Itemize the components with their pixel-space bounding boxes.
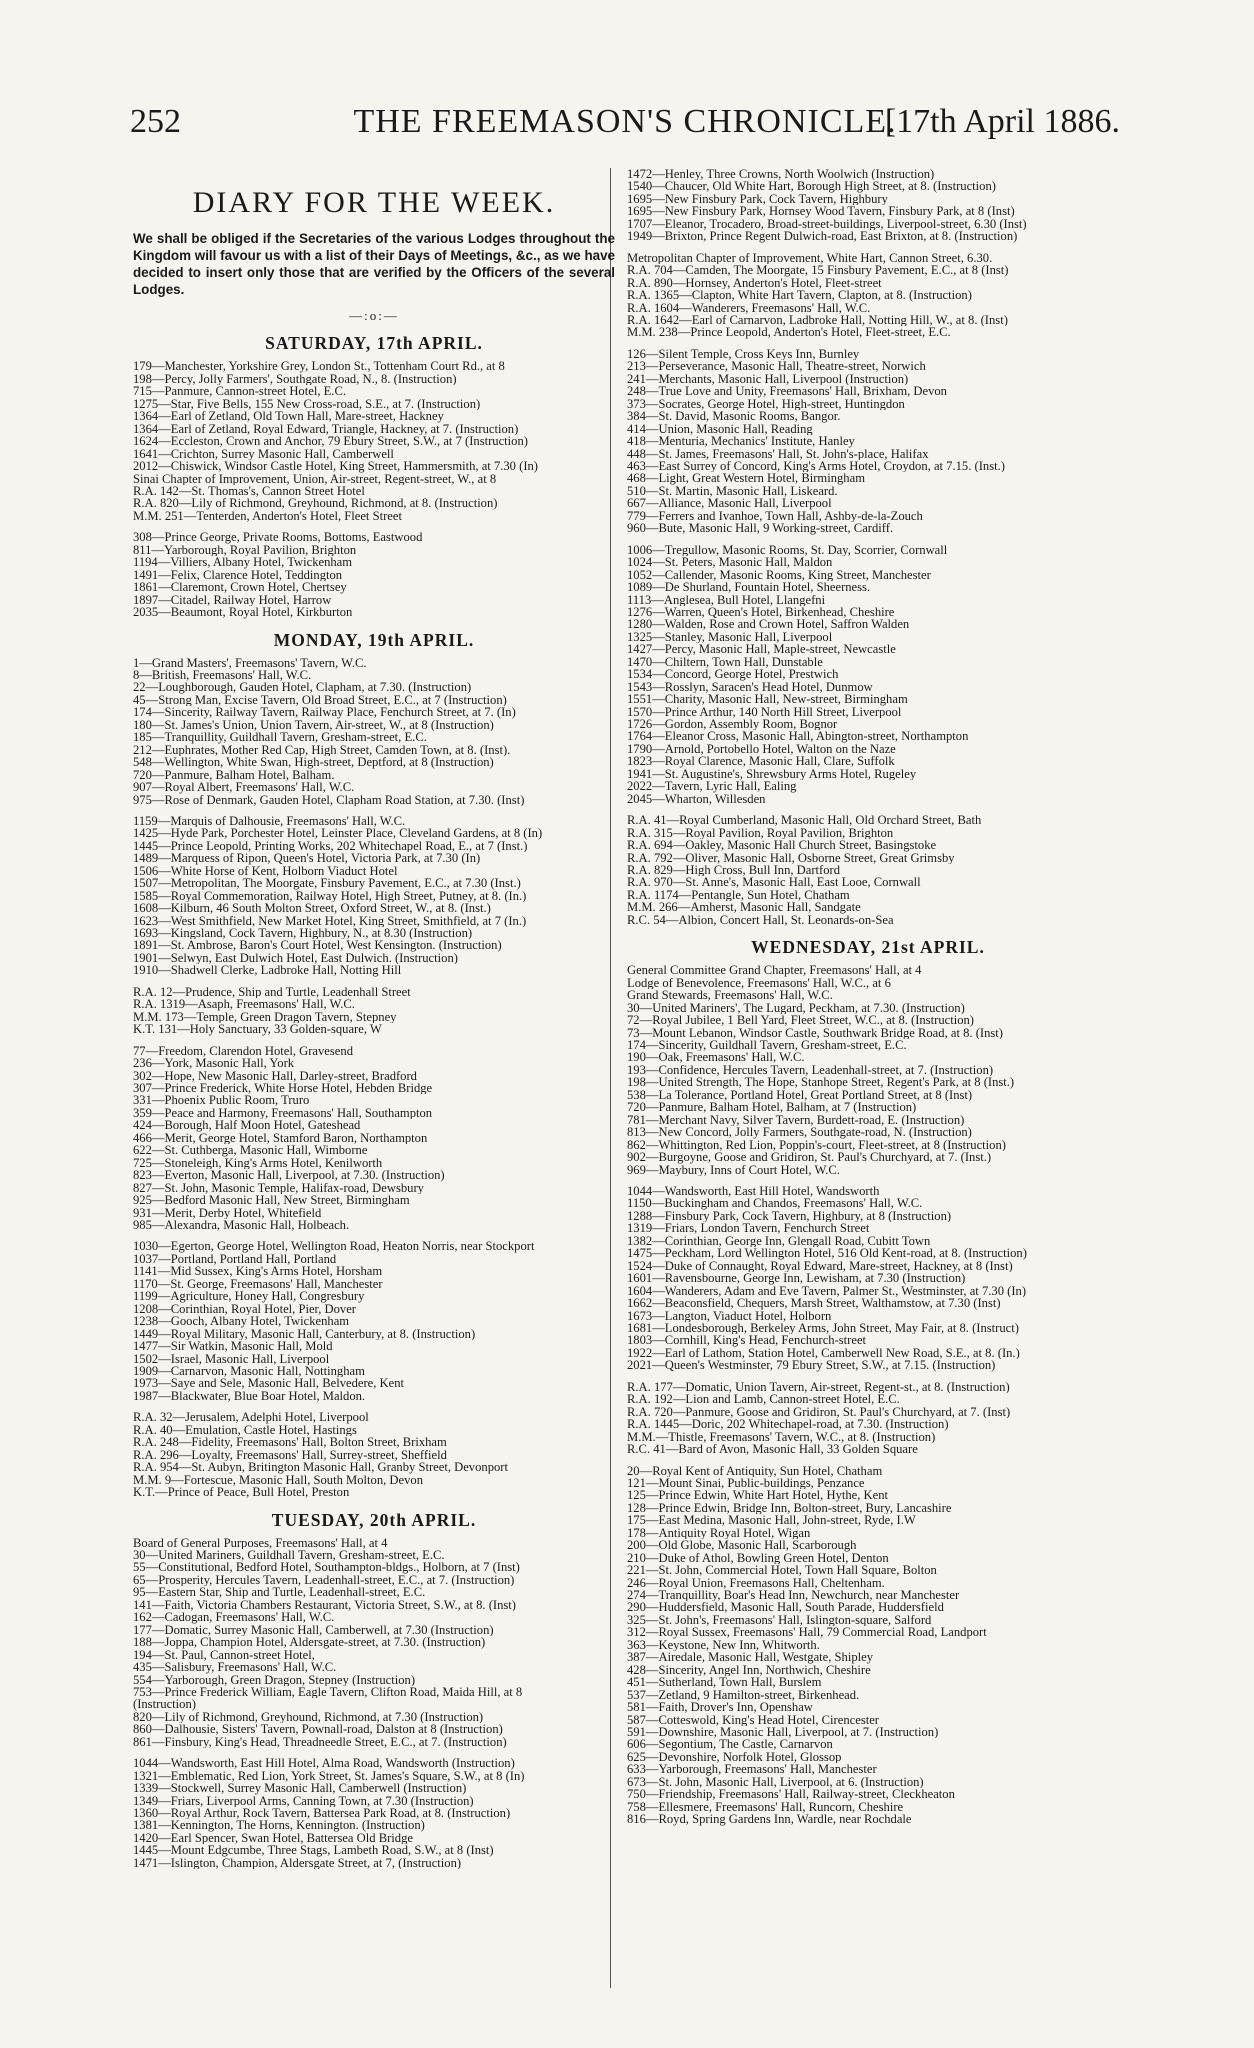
lodge-entry: 720—Panmure, Balham Hotel, Balham.: [133, 768, 335, 782]
lodge-entry: 418—Menturia, Mechanics' Institute, Hanley: [627, 435, 855, 448]
lodge-entry: 1052—Callender, Masonic Rooms, King Street, Manchester: [627, 568, 931, 582]
lodge-entry: 1381—Kennington, The Horns, Kennington. (Instruction): [133, 1819, 425, 1832]
lodge-entry: 1507—Metropolitan, The Moorgate, Finsbury Pavement, E.C., at 7.30 (Inst.): [133, 877, 521, 890]
lodge-entry: 241—Merchants, Masonic Hall, Liverpool (Instruction): [627, 372, 909, 386]
lodge-entry: 1861—Claremont, Crown Hotel, Chertsey: [133, 581, 347, 594]
lodge-entry: 1170—St. George, Freemasons' Hall, Manchester: [133, 1277, 383, 1291]
lodge-entry: R.A. 1319—Asaph, Freemasons' Hall, W.C.: [133, 998, 355, 1011]
lodge-entry: 1141—Mid Sussex, King's Arms Hotel, Horsham: [133, 1265, 383, 1278]
lodge-entry: 1790—Arnold, Portobello Hotel, Walton on the Naze: [627, 742, 896, 756]
lodge-entry: 302—Hope, New Masonic Hall, Darley-street, Bradford: [133, 1069, 417, 1083]
lodge-entry: 20—Royal Kent of Antiquity, Sun Hotel, Chatham: [627, 1464, 883, 1477]
lodge-entry: 179—Manchester, Yorkshire Grey, London St., Tottenham Court Rd., at 8: [133, 360, 505, 373]
lodge-entry: 424—Borough, Half Moon Hotel, Gateshead: [133, 1119, 361, 1132]
lodge-entry: 537—Zetland, 9 Hamilton-street, Birkenhead.: [627, 1688, 860, 1702]
lodge-entry: 1470—Chiltern, Town Hall, Dunstable: [627, 655, 823, 669]
lodge-entry: 960—Bute, Masonic Hall, 9 Working-street, Cardiff.: [627, 522, 894, 535]
lodge-entry: 466—Merit, George Hotel, Stamford Baron, Northampton: [133, 1131, 428, 1145]
lodge-entry: 1238—Gooch, Albany Hotel, Twickenham: [133, 1315, 350, 1328]
lodge-entry: 1477—Sir Watkin, Masonic Hall, Mold: [133, 1340, 333, 1353]
lodge-entry: 1199—Agriculture, Honey Hall, Congresbury: [133, 1290, 365, 1303]
lodge-entry: 622—St. Cuthberga, Masonic Hall, Wimborne: [133, 1144, 368, 1157]
lodge-entry: 1524—Duke of Connaught, Royal Edward, Mare-street, Hackney, at 8 (Inst): [627, 1259, 1013, 1273]
lodge-entry: 625—Devonshire, Norfolk Hotel, Glossop: [627, 1750, 842, 1764]
lodge-entry: 823—Everton, Masonic Hall, Liverpool, at 7.30. (Instruction): [133, 1169, 445, 1182]
lodge-entry: 750—Friendship, Freemasons' Hall, Railway-street, Cleckheaton: [627, 1788, 955, 1801]
lodge-entry: R.A. 1445—Doric, 202 Whitechapel-road, at 7.30. (Instruction): [627, 1418, 949, 1431]
lodge-entry: 2045—Wharton, Willesden: [627, 792, 766, 806]
lodge-entry: 1823—Royal Clarence, Masonic Hall, Clare, Suffolk: [627, 755, 895, 768]
lodge-entry: 213—Perseverance, Masonic Hall, Theatre-street, Norwich: [627, 360, 926, 373]
lodge-entry: 1364—Earl of Zetland, Old Town Hall, Mare-street, Hackney: [133, 410, 444, 423]
lodge-entry: 325—St. John's, Freemasons' Hall, Islington-square, Salford: [627, 1613, 932, 1627]
lodge-entry: 1445—Prince Leopold, Printing Works, 202 Whitechapel Road, E., at 7 (Inst.): [133, 839, 528, 853]
lodge-entry: 248—True Love and Unity, Freemasons' Hall, Brixham, Devon: [627, 385, 947, 398]
lodge-entry: 451—Sutherland, Town Hall, Burslem: [627, 1676, 822, 1689]
lodge-entry: 2035—Beaumont, Royal Hotel, Kirkburton: [133, 606, 353, 619]
lodge-entry: 985—Alexandra, Masonic Hall, Holbeach.: [133, 1219, 350, 1232]
lodge-entry: 907—Royal Albert, Freemasons' Hall, W.C.: [133, 781, 355, 794]
lodge-entry: 1275—Star, Five Bells, 155 New Cross-road, S.E., at 7. (Instruction): [133, 397, 481, 411]
lodge-entry: 185—Tranquillity, Guildhall Tavern, Gresham-street, E.C.: [133, 731, 427, 744]
lodge-entry: R.A. 829—High Cross, Bull Inn, Dartford: [627, 864, 841, 877]
lodge-entry: 1427—Percy, Masonic Hall, Maple-street, Newcastle: [627, 643, 896, 656]
lodge-entry: R.A. 32—Jerusalem, Adelphi Hotel, Liverpool: [133, 1411, 369, 1424]
lodge-entry: 428—Sincerity, Angel Inn, Northwich, Cheshire: [627, 1663, 871, 1677]
lodge-entry: 77—Freedom, Clarendon Hotel, Gravesend: [133, 1044, 353, 1058]
lodge-entry: 1681—Londesborough, Berkeley Arms, John Street, May Fair, at 8. (Instruct): [627, 1321, 1019, 1335]
lodge-entry: R.A. 820—Lily of Richmond, Greyhound, Richmond, at 8. (Instruction): [133, 497, 498, 510]
lodge-entry: 1489—Marquess of Ripon, Queen's Hotel, Victoria Park, at 7.30 (In): [133, 852, 481, 865]
lodge-entry: 274—Tranquillity, Boar's Head Inn, Newchurch, near Manchester: [627, 1589, 960, 1602]
lodge-entry: R.A. 1174—Pentangle, Sun Hotel, Chatham: [627, 888, 850, 902]
lodge-entry: 1604—Wanderers, Adam and Eve Tavern, Palmer St., Westminster, at 7.30 (In): [627, 1284, 1027, 1298]
lodge-entry: Metropolitan Chapter of Improvement, White Hart, Cannon Street, 6.30.: [627, 251, 993, 265]
lodge-entry: 178—Antiquity Royal Hotel, Wigan: [627, 1526, 811, 1540]
lodge-entry: 95—Eastern Star, Ship and Turtle, Leadenhall-street, E.C.: [133, 1586, 426, 1599]
lodge-entry: 128—Prince Edwin, Bridge Inn, Bolton-street, Bury, Lancashire: [627, 1501, 952, 1515]
lodge-entry: 363—Keystone, New Inn, Whitworth.: [627, 1638, 820, 1652]
lodge-entry: 1973—Saye and Sele, Masonic Hall, Belvedere, Kent: [133, 1377, 405, 1390]
page-header: [130, 102, 1120, 146]
lodge-entry: 198—Percy, Jolly Farmers', Southgate Road, N., 8. (Instruction): [133, 372, 457, 386]
lodge-entry: 587—Cotteswold, King's Head Hotel, Cirencester: [627, 1713, 879, 1727]
lodge-entry: 1349—Friars, Liverpool Arms, Canning Town, at 7.30 (Instruction): [133, 1794, 474, 1808]
lodge-entry: 246—Royal Union, Freemasons Hall, Cheltenham.: [627, 1576, 885, 1590]
lodge-entry: 194—St. Paul, Cannon-street Hotel,: [133, 1648, 315, 1662]
lodge-entry: 177—Domatic, Surrey Masonic Hall, Camberwell, at 7.30 (Instruction): [133, 1623, 494, 1637]
lodge-entry: (Instruction): [133, 1698, 196, 1711]
lodge-entry: 816—Royd, Spring Gardens Inn, Wardle, near Rochdale: [627, 1813, 912, 1826]
lodge-entry: 1623—West Smithfield, New Market Hotel, King Street, Smithfield, at 7 (In.): [133, 914, 527, 928]
lodge-entry: 121—Mount Sinai, Public-buildings, Penzance: [627, 1476, 865, 1490]
intro-paragraph: We shall be obliged if the Secretaries of the various Lodges throughout the Kingdom will favour us with a list of their Days of Meetings, &c., as we have decided to insert only those that are verified by the Officers of the several Lodges.: [133, 231, 615, 297]
day-heading: WEDNESDAY, 21st APRIL.: [751, 937, 985, 958]
lodge-entry: 1949—Brixton, Prince Regent Dulwich-road, East Brixton, at 8. (Instruction): [627, 230, 1018, 243]
lodge-entry: 1624—Eccleston, Crown and Anchor, 79 Ebury Street, S.W., at 7 (Instruction): [133, 435, 528, 448]
lodge-entry: 538—La Tolerance, Portland Hotel, Great Portland Street, at 8 (Inst): [627, 1088, 973, 1102]
lodge-entry: 1425—Hyde Park, Porchester Hotel, Leinster Place, Cleveland Gardens, at 8 (In): [133, 827, 543, 840]
lodge-entry: 591—Downshire, Masonic Hall, Liverpool, at 7. (Instruction): [627, 1726, 939, 1739]
lodge-entry: R.C. 41—Bard of Avon, Masonic Hall, 33 Golden Square: [627, 1443, 918, 1456]
lodge-entry: 1006—Tregullow, Masonic Rooms, St. Day, Scorrier, Cornwall: [627, 543, 948, 557]
lodge-entry: 931—Merit, Derby Hotel, Whitefield: [133, 1206, 322, 1219]
lodge-entry: 65—Prosperity, Hercules Tavern, Leadenhall-street, E.C., at 7. (Instruction): [133, 1573, 515, 1587]
lodge-entry: 1693—Kingsland, Cock Tavern, Highbury, N., at 8.30 (Instruction): [133, 927, 473, 940]
diary-title: DIARY FOR THE WEEK.: [192, 186, 556, 219]
lodge-entry: R.A. 694—Oakley, Masonic Hall Church Street, Basingstoke: [627, 839, 937, 852]
lodge-entry: 1449—Royal Military, Masonic Hall, Canterbury, at 8. (Instruction): [133, 1327, 476, 1341]
lodge-entry: K.T. 131—Holy Sanctuary, 33 Golden-square, W: [133, 1023, 382, 1036]
day-heading: TUESDAY, 20th APRIL.: [271, 1509, 477, 1530]
lodge-entry: R.A. 40—Emulation, Castle Hotel, Hastings: [133, 1423, 357, 1437]
lodge-entry: Board of General Purposes, Freemasons' Hall, at 4: [133, 1536, 388, 1549]
lodge-entry: 8—British, Freemasons' Hall, W.C.: [133, 668, 312, 682]
lodge-entry: 781—Merchant Navy, Silver Tavern, Burdett-road, E. (Instruction): [627, 1113, 965, 1127]
lodge-entry: 72—Royal Jubilee, 1 Bell Yard, Fleet Street, W.C., at 8. (Instruction): [627, 1014, 974, 1027]
lodge-entry: 308—Prince George, Private Rooms, Bottoms, Eastwood: [133, 531, 423, 544]
lodge-entry: 1764—Eleanor Cross, Masonic Hall, Abington-street, Northampton: [627, 730, 969, 743]
lodge-entry: 827—St. John, Masonic Temple, Halifax-road, Dewsbury: [133, 1181, 424, 1195]
lodge-entry: 126—Silent Temple, Cross Keys Inn, Burnley: [627, 347, 860, 361]
lodge-entry: M.M. 238—Prince Leopold, Anderton's Hotel, Fleet-street, E.C.: [627, 326, 951, 339]
lodge-entry: 384—St. David, Masonic Rooms, Bangor.: [627, 410, 841, 423]
lodge-entry: 1506—White Horse of Kent, Holborn Viaduct Hotel: [133, 864, 398, 878]
lodge-entry: 1339—Stockwell, Surrey Masonic Hall, Camberwell (Instruction): [133, 1782, 467, 1795]
lodge-entry: 1941—St. Augustine's, Shrewsbury Arms Hotel, Rugeley: [627, 767, 917, 781]
lodge-entry: 925—Bedford Masonic Hall, New Street, Birmingham: [133, 1194, 410, 1207]
day-heading: SATURDAY, 17th APRIL.: [265, 333, 483, 354]
lodge-entry: R.A. 315—Royal Pavilion, Royal Pavilion, Brighton: [627, 826, 894, 840]
lodge-entry: 162—Cadogan, Freemasons' Hall, W.C.: [133, 1611, 335, 1624]
lodge-entry: 902—Burgoyne, Goose and Gridiron, St. Paul's Churchyard, at 7. (Inst.): [627, 1151, 992, 1164]
lodge-entry: 290—Huddersfield, Masonic Hall, South Parade, Huddersfield: [627, 1601, 944, 1614]
lodge-entry: 1601—Ravensbourne, George Inn, Lewisham, at 7.30 (Instruction): [627, 1272, 966, 1285]
lodge-entry: 2022—Tavern, Lyric Hall, Ealing: [627, 780, 797, 793]
lodge-entry: R.A. 248—Fidelity, Freemasons' Hall, Bolton Street, Brixham: [133, 1436, 447, 1449]
lodge-entry: K.T.—Prince of Peace, Bull Hotel, Preston: [133, 1486, 350, 1499]
lodge-entry: M.M. 9—Fortescue, Masonic Hall, South Molton, Devon: [133, 1473, 423, 1487]
lodge-entry: General Committee Grand Chapter, Freemasons' Hall, at 4: [627, 964, 922, 977]
lodge-entry: 1325—Stanley, Masonic Hall, Liverpool: [627, 630, 833, 644]
lodge-entry: 753—Prince Frederick William, Eagle Tavern, Clifton Road, Maida Hill, at 8: [133, 1685, 523, 1699]
lodge-entry: 1472—Henley, Three Crowns, North Woolwich (Instruction): [627, 168, 935, 181]
publication-title: THE FREEMASON'S CHRONICLE.: [353, 103, 897, 140]
lodge-entry: 1922—Earl of Lathom, Station Hotel, Camberwell New Road, S.E., at 8. (In.): [627, 1346, 1020, 1360]
lodge-entry: 1159—Marquis of Dalhousie, Freemasons' Hall, W.C.: [133, 814, 406, 828]
lodge-entry: 667—Alliance, Masonic Hall, Liverpool: [627, 497, 832, 510]
lodge-entry: 463—East Surrey of Concord, King's Arms Hotel, Croydon, at 7.15. (Inst.): [627, 459, 1005, 473]
lodge-entry: 45—Strong Man, Excise Tavern, Old Broad Street, E.C., at 7 (Instruction): [133, 693, 507, 707]
lodge-entry: 581—Faith, Drover's Inn, Openshaw: [627, 1701, 813, 1714]
lodge-entry: 210—Duke of Athol, Bowling Green Hotel, Denton: [627, 1551, 889, 1565]
lodge-entry: 30—United Mariners', The Lugard, Peckham, at 7.30. (Instruction): [627, 1001, 965, 1015]
lodge-entry: 414—Union, Masonic Hall, Reading: [627, 422, 813, 436]
lodge-entry: 2012—Chiswick, Windsor Castle Hotel, King Street, Hammersmith, at 7.30 (In): [133, 460, 539, 473]
lodge-entry: 1491—Felix, Clarence Hotel, Teddington: [133, 568, 343, 582]
day-heading: MONDAY, 19th APRIL.: [273, 629, 475, 650]
lodge-entry: R.A. 704—Camden, The Moorgate, 15 Finsbury Pavement, E.C., at 8 (Inst): [627, 264, 1009, 277]
lodge-entry: 1360—Royal Arthur, Rock Tavern, Battersea Park Road, at 8. (Instruction): [133, 1807, 511, 1820]
lodge-entry: 212—Euphrates, Mother Red Cap, High Street, Camden Town, at 8. (Inst).: [133, 743, 511, 757]
lodge-entry: 1382—Corinthian, George Inn, Glengall Road, Cubitt Town: [627, 1234, 931, 1248]
lodge-entry: 174—Sincerity, Railway Tavern, Railway Place, Fenchurch Street, at 7. (In): [133, 706, 516, 719]
lodge-entry: Grand Stewards, Freemasons' Hall, W.C.: [627, 989, 833, 1002]
lodge-entry: 1570—Prince Arthur, 140 North Hill Street, Liverpool: [627, 705, 902, 719]
lodge-entry: 1891—St. Ambrose, Baron's Court Hotel, West Kensington. (Instruction): [133, 939, 502, 952]
lodge-entry: 190—Oak, Freemasons' Hall, W.C.: [627, 1051, 805, 1064]
lodge-entry: 1089—De Shurland, Fountain Hotel, Sheerness.: [627, 581, 871, 594]
lodge-entry: 22—Loughborough, Gauden Hotel, Clapham, at 7.30. (Instruction): [133, 681, 472, 694]
lodge-entry: 1551—Charity, Masonic Hall, New-street, Birmingham: [627, 693, 908, 706]
lodge-entry: 975—Rose of Denmark, Gauden Hotel, Clapham Road Station, at 7.30. (Inst): [133, 793, 525, 806]
lodge-entry: 125—Prince Edwin, White Hart Hotel, Hythe, Kent: [627, 1489, 889, 1502]
lodge-entry: 221—St. John, Commercial Hotel, Town Hall Square, Bolton: [627, 1564, 937, 1577]
lodge-entry: R.A. 1604—Wanderers, Freemasons' Hall, W.C.: [627, 301, 871, 314]
lodge-entry: 312—Royal Sussex, Freemasons' Hall, 79 Commercial Road, Landport: [627, 1626, 987, 1639]
lodge-entry: 1540—Chaucer, Old White Hart, Borough High Street, at 8. (Instruction): [627, 180, 996, 193]
lodge-entry: R.A. 720—Panmure, Goose and Gridiron, St. Paul's Churchyard, at 7. (Inst): [627, 1405, 1011, 1419]
lodge-entry: R.A. 1642—Earl of Carnarvon, Ladbroke Hall, Notting Hill, W., at 8. (Inst): [627, 313, 1008, 327]
lodge-entry: 606—Segontium, The Castle, Carnarvon: [627, 1738, 833, 1751]
lodge-entry: 1543—Rosslyn, Saracen's Head Hotel, Dunmow: [627, 680, 873, 694]
lodge-entry: 779—Ferrers and Ivanhoe, Town Hall, Ashby-de-la-Zouch: [627, 509, 923, 523]
separator: —:o:—: [349, 308, 399, 323]
lodge-entry: R.C. 54—Albion, Concert Hall, St. Leonards-on-Sea: [627, 913, 894, 927]
lodge-entry: 1420—Earl Spencer, Swan Hotel, Battersea Old Bridge: [133, 1831, 413, 1845]
lodge-entry: 862—Whittington, Red Lion, Poppin's-court, Fleet-street, at 8 (Instruction): [627, 1138, 1006, 1152]
lodge-entry: 1502—Israel, Masonic Hall, Liverpool: [133, 1352, 330, 1365]
left-column: [133, 168, 615, 1869]
lodge-entry: Sinai Chapter of Improvement, Union, Air-street, Regent-street, W., at 8: [133, 472, 497, 485]
lodge-entry: 307—Prince Frederick, White Horse Hotel, Hebden Bridge: [133, 1082, 433, 1095]
lodge-entry: M.M. 251—Tenterden, Anderton's Hotel, Fleet Street: [133, 509, 402, 523]
lodge-entry: 1364—Earl of Zetland, Royal Edward, Triangle, Hackney, at 7. (Instruction): [133, 422, 519, 436]
lodge-entry: 468—Light, Great Western Hotel, Birmingham: [627, 472, 865, 485]
lodge-entry: 1044—Wandsworth, East Hill Hotel, Wandsworth: [627, 1184, 880, 1198]
lodge-entry: 1662—Beaconsfield, Chequers, Marsh Street, Walthamstow, at 7.30 (Inst): [627, 1297, 1001, 1310]
lodge-entry: 1909—Carnarvon, Masonic Hall, Nottingham: [133, 1364, 365, 1378]
lodge-entry: R.A. 41—Royal Cumberland, Masonic Hall, Old Orchard Street, Bath: [627, 814, 982, 827]
lodge-entry: 1194—Villiers, Albany Hotel, Twickenham: [133, 556, 353, 569]
lodge-entry: Lodge of Benevolence, Freemasons' Hall, W.C., at 6: [627, 976, 891, 990]
lodge-entry: R.A. 12—Prudence, Ship and Turtle, Leadenhall Street: [133, 985, 411, 999]
lodge-entry: 175—East Medina, Masonic Hall, John-street, Ryde, I.W: [627, 1514, 916, 1527]
lodge-entry: 331—Phoenix Public Room, Truro: [133, 1094, 310, 1107]
lodge-entry: M.M. 173—Temple, Green Dragon Tavern, Stepney: [133, 1010, 397, 1024]
lodge-entry: 1037—Portland, Portland Hall, Portland: [133, 1252, 337, 1266]
lodge-entry: 1024—St. Peters, Masonic Hall, Maldon: [627, 556, 833, 569]
lodge-entry: R.A. 890—Hornsey, Anderton's Hotel, Fleet-street: [627, 276, 882, 290]
lodge-entry: 1030—Egerton, George Hotel, Wellington Road, Heaton Norris, near Stockport: [133, 1240, 535, 1253]
page-number: 252: [130, 103, 181, 140]
lodge-entry: 373—Socrates, George Hotel, High-street, Huntingdon: [627, 397, 905, 411]
lodge-entry: 141—Faith, Victoria Chambers Restaurant, Victoria Street, S.W., at 8. (Inst): [133, 1598, 516, 1612]
lodge-entry: 448—St. James, Freemasons' Hall, St. John's-place, Halifax: [627, 447, 929, 460]
lodge-entry: 1471—Islington, Champion, Aldersgate Street, at 7, (Instruction): [133, 1856, 462, 1870]
lodge-entry: 673—St. John, Masonic Hall, Liverpool, at 6. (Instruction): [627, 1775, 924, 1789]
lodge-entry: 1113—Anglesea, Bull Hotel, Llangefni: [627, 593, 826, 606]
lodge-entry: M.M.—Thistle, Freemasons' Tavern, W.C., at 8. (Instruction): [627, 1430, 936, 1444]
lodge-entry: 1897—Citadel, Railway Hotel, Harrow: [133, 593, 332, 607]
lodge-entry: 30—United Mariners, Guildhall Tavern, Gresham-street, E.C.: [133, 1548, 445, 1562]
lodge-entry: R.A. 792—Oliver, Masonic Hall, Osborne Street, Great Grimsby: [627, 851, 955, 865]
lodge-entry: 200—Old Globe, Masonic Hall, Scarborough: [627, 1539, 857, 1552]
lodge-entry: 1319—Friars, London Tavern, Fenchurch Street: [627, 1222, 870, 1235]
lodge-entry: 1641—Crichton, Surrey Masonic Hall, Camberwell: [133, 447, 394, 461]
lodge-entry: R.A. 192—Lion and Lamb, Cannon-street Hotel, E.C.: [627, 1393, 900, 1406]
lodge-entry: 1608—Kilburn, 46 South Molton Street, Oxford Street, W., at 8. (Inst.): [133, 902, 491, 915]
lodge-entry: 1150—Buckingham and Chandos, Freemasons' Hall, W.C.: [627, 1197, 923, 1210]
lodge-entry: 435—Salisbury, Freemasons' Hall, W.C.: [133, 1661, 337, 1674]
lodge-entry: 1280—Walden, Rose and Crown Hotel, Saffron Walden: [627, 618, 910, 631]
lodge-entry: 73—Mount Lebanon, Windsor Castle, Southwark Bridge Road, at 8. (Inst): [627, 1026, 1003, 1039]
lodge-entry: 820—Lily of Richmond, Greyhound, Richmond, at 7.30 (Instruction): [133, 1710, 484, 1724]
lodge-entry: 1901—Selwyn, East Dulwich Hotel, East Dulwich. (Instruction): [133, 951, 458, 965]
right-column: [627, 168, 1109, 1826]
lodge-entry: 1910—Shadwell Clerke, Ladbroke Hall, Notting Hill: [133, 964, 402, 977]
lodge-entry: 1445—Mount Edgcumbe, Three Stags, Lambeth Road, S.W., at 8 (Inst): [133, 1844, 494, 1857]
lodge-entry: 236—York, Masonic Hall, York: [133, 1057, 295, 1070]
lodge-entry: R.A. 1365—Clapton, White Hart Tavern, Clapton, at 8. (Instruction): [627, 289, 972, 302]
lodge-entry: 1695—New Finsbury Park, Cock Tavern, Highbury: [627, 192, 888, 206]
lodge-entry: R.A. 954—St. Aubyn, Britington Masonic Hall, Granby Street, Devonport: [133, 1461, 508, 1474]
lodge-entry: 633—Yarborough, Freemasons' Hall, Manchester: [627, 1763, 877, 1776]
lodge-entry: 1321—Emblematic, Red Lion, York Street, St. James's Square, S.W., at 8 (In): [133, 1769, 525, 1783]
lodge-entry: 548—Wellington, White Swan, High-street, Deptford, at 8 (Instruction): [133, 756, 494, 769]
lodge-entry: M.M. 266—Amherst, Masonic Hall, Sandgate: [627, 901, 861, 914]
lodge-entry: 1726—Gordon, Assembly Room, Bognor: [627, 718, 838, 731]
lodge-entry: 1475—Peckham, Lord Wellington Hotel, 516 Old Kent-road, at 8. (Instruction): [627, 1247, 1027, 1260]
lodge-entry: 1044—Wandsworth, East Hill Hotel, Alma Road, Wandsworth (Instruction): [133, 1757, 515, 1770]
lodge-entry: 720—Panmure, Balham Hotel, Balham, at 7 (Instruction): [627, 1101, 917, 1114]
lodge-entry: 193—Confidence, Hercules Tavern, Leadenhall-street, at 7. (Instruction): [627, 1063, 994, 1077]
lodge-entry: 1—Grand Masters', Freemasons' Tavern, W.C.: [133, 656, 367, 669]
issue-date: [17th April 1886.: [884, 103, 1120, 140]
lodge-entry: 860—Dalhousie, Sisters' Tavern, Pownall-road, Dalston at 8 (Instruction): [133, 1723, 503, 1736]
lodge-entry: 1208—Corinthian, Royal Hotel, Pier, Dover: [133, 1302, 357, 1316]
lodge-entry: 758—Ellesmere, Freemasons' Hall, Runcorn, Cheshire: [627, 1800, 904, 1814]
lodge-entry: 510—St. Martin, Masonic Hall, Liskeard.: [627, 484, 838, 498]
lodge-entry: R.A. 177—Domatic, Union Tavern, Air-street, Regent-st., at 8. (Instruction): [627, 1380, 1010, 1394]
lodge-entry: 1534—Concord, George Hotel, Prestwich: [627, 668, 839, 681]
lodge-entry: R.A. 142—St. Thomas's, Cannon Street Hotel: [133, 484, 365, 498]
lodge-entry: 969—Maybury, Inns of Court Hotel, W.C.: [627, 1163, 840, 1176]
lodge-entry: 387—Airedale, Masonic Hall, Westgate, Shipley: [627, 1651, 874, 1664]
lodge-entry: 174—Sincerity, Guildhall Tavern, Gresham-street, E.C.: [627, 1039, 907, 1052]
lodge-entry: 359—Peace and Harmony, Freemasons' Hall, Southampton: [133, 1106, 433, 1120]
lodge-entry: 1695—New Finsbury Park, Hornsey Wood Tavern, Finsbury Park, at 8 (Inst): [627, 205, 1015, 218]
lodge-entry: 715—Panmure, Cannon-street Hotel, E.C.: [133, 385, 347, 398]
lodge-entry: 1987—Blackwater, Blue Boar Hotel, Maldon.: [133, 1389, 366, 1403]
lodge-entry: 1276—Warren, Queen's Hotel, Birkenhead, Cheshire: [627, 605, 895, 619]
lodge-entry: 1707—Eleanor, Trocadero, Broad-street-buildings, Liverpool-street, 6.30 (Inst): [627, 217, 1027, 231]
lodge-entry: 811—Yarborough, Royal Pavilion, Brighton: [133, 543, 357, 557]
lodge-entry: 554—Yarborough, Green Dragon, Stepney (Instruction): [133, 1673, 416, 1686]
lodge-entry: 861—Finsbury, King's Head, Threadneedle Street, E.C., at 7. (Instruction): [133, 1735, 507, 1749]
lodge-entry: 198—United Strength, The Hope, Stanhope Street, Regent's Park, at 8 (Inst.): [627, 1076, 1015, 1089]
lodge-entry: 55—Constitutional, Bedford Hotel, Southampton-bldgs., Holborn, at 7 (Inst): [133, 1561, 520, 1574]
lodge-entry: 188—Joppa, Champion Hotel, Aldersgate-street, at 7.30. (Instruction): [133, 1636, 486, 1649]
lodge-entry: 1803—Cornhill, King's Head, Fenchurch-street: [627, 1334, 867, 1347]
lodge-entry: R.A. 970—St. Anne's, Masonic Hall, East Looe, Cornwall: [627, 876, 921, 889]
lodge-entry: R.A. 296—Loyalty, Freemasons' Hall, Surrey-street, Sheffield: [133, 1448, 447, 1462]
lodge-entry: 1673—Langton, Viaduct Hotel, Holborn: [627, 1309, 832, 1322]
lodge-entry: 725—Stoneleigh, King's Arms Hotel, Kenilworth: [133, 1156, 383, 1170]
lodge-entry: 2021—Queen's Westminster, 79 Ebury Street, S.W., at 7.15. (Instruction): [627, 1359, 996, 1372]
lodge-entry: 1288—Finsbury Park, Cock Tavern, Highbury, at 8 (Instruction): [627, 1209, 952, 1223]
lodge-entry: 813—New Concord, Jolly Farmers, Southgate-road, N. (Instruction): [627, 1126, 972, 1139]
lodge-entry: 180—St. James's Union, Union Tavern, Air-street, W., at 8 (Instruction): [133, 718, 494, 732]
lodge-entry: 1585—Royal Commemoration, Railway Hotel, High Street, Putney, at 8. (In.): [133, 889, 527, 903]
